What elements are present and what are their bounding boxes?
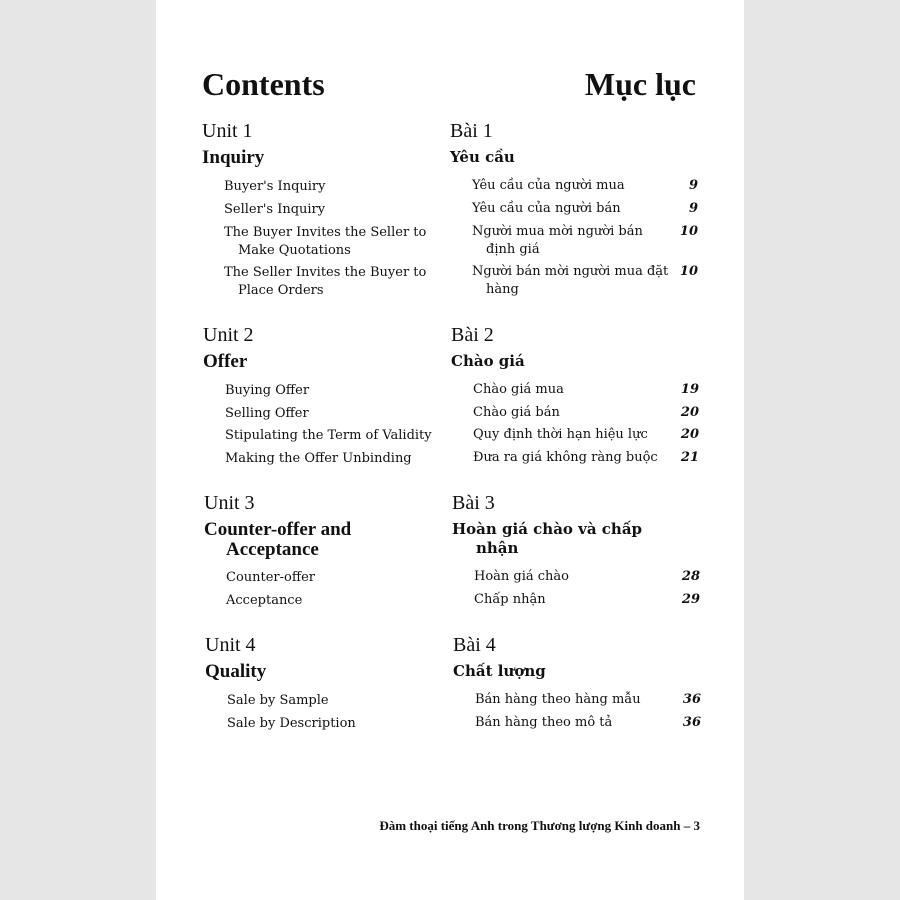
document-page [156, 0, 744, 900]
page-number: 19 [680, 382, 699, 397]
unit-label: Unit 4 [205, 634, 256, 656]
page-number: 36 [682, 715, 701, 730]
unit-title: Offer [203, 351, 248, 372]
unit-label: Unit 2 [203, 324, 254, 346]
unit-item: Sale by Sample [227, 693, 329, 708]
lesson-item: Đưa ra giá không ràng buộc [473, 450, 658, 465]
page-number: 36 [682, 692, 701, 707]
page-number: 9 [688, 178, 698, 193]
unit-item: Counter-offer [226, 570, 316, 585]
lesson-title: Yêu cầu [450, 148, 515, 166]
lesson-title: Hoàn giá chào và chấp nhận [452, 520, 643, 557]
unit-item: Buying Offer [225, 383, 310, 398]
lesson-item: Người bán mời người mua đặt hàng [472, 264, 669, 297]
unit-item: Acceptance [226, 593, 303, 608]
contents-title: Contents [202, 66, 325, 102]
unit-title: Inquiry [202, 147, 265, 168]
page-number: 10 [679, 224, 698, 239]
page-number: 20 [680, 427, 699, 442]
unit-item: The Buyer Invites the Seller to Make Quotations [224, 225, 427, 258]
lesson-item: Quy định thời hạn hiệu lực [473, 427, 648, 442]
lesson-item: Người mua mời người bán định giá [472, 224, 643, 257]
unit-title: Counter-offer and Acceptance [204, 519, 352, 560]
lesson-title: Chào giá [451, 352, 525, 370]
lesson-label: Bài 4 [453, 634, 496, 656]
unit-title: Quality [205, 661, 267, 682]
lesson-item: Hoàn giá chào [474, 569, 570, 584]
unit-label: Unit 3 [204, 492, 255, 514]
page-number: 9 [688, 201, 698, 216]
muc-luc-title: Mục lục [584, 66, 696, 102]
unit-label: Unit 1 [202, 120, 253, 142]
page-number: 10 [679, 264, 698, 279]
lesson-title: Chất lượng [453, 662, 546, 680]
lesson-label: Bài 1 [450, 120, 493, 142]
page-number: 29 [681, 592, 700, 607]
page-footer: Đàm thoại tiếng Anh trong Thương lượng Kinh doanh – 3 [379, 818, 700, 833]
unit-item: Buyer's Inquiry [224, 179, 326, 194]
lesson-label: Bài 2 [451, 324, 494, 346]
unit-item: Sale by Description [227, 716, 356, 731]
page-number: 20 [680, 405, 699, 420]
lesson-item: Yêu cầu của người mua [472, 178, 625, 193]
lesson-item: Bán hàng theo mô tả [475, 715, 613, 730]
unit-item: Seller's Inquiry [224, 202, 326, 217]
lesson-label: Bài 3 [452, 492, 495, 514]
unit-item: Selling Offer [225, 406, 309, 421]
unit-item: Making the Offer Unbinding [225, 451, 412, 466]
lesson-item: Bán hàng theo hàng mẫu [475, 692, 641, 707]
lesson-item: Chào giá mua [473, 382, 564, 397]
page-number: 21 [680, 450, 699, 465]
lesson-item: Chấp nhận [474, 592, 546, 607]
lesson-item: Yêu cầu của người bán [472, 201, 621, 216]
unit-item: The Seller Invites the Buyer to Place Orders [224, 265, 427, 298]
unit-item: Stipulating the Term of Validity [225, 428, 432, 443]
lesson-item: Chào giá bán [473, 405, 560, 420]
page-number: 28 [681, 569, 700, 584]
